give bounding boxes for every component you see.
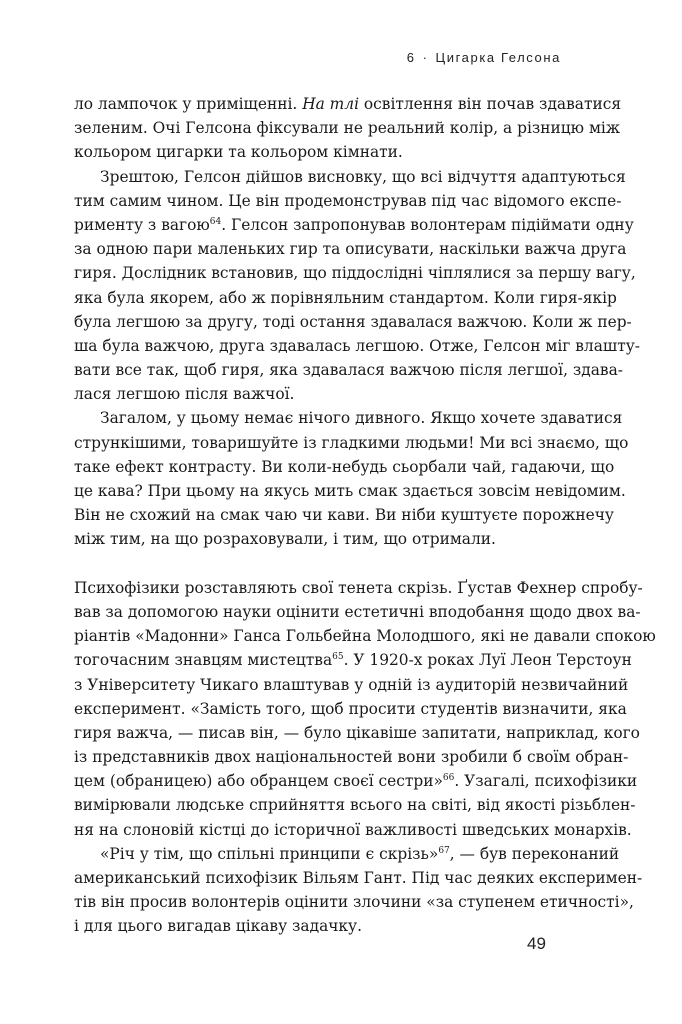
text-line (74, 769, 638, 793)
body-text (74, 92, 656, 939)
text-line (74, 382, 588, 406)
text-run: яка була якорем, або ж порівняльним стандартом. Коли гиря-якір (74, 288, 617, 307)
chapter-number: 6 (406, 50, 416, 65)
text-run: . Гелсон запропонував волонтерам підіймати одну (221, 215, 634, 234)
text-run: вати все так, щоб гиря, яка здавалася важчою після легшої, здава- (74, 361, 623, 380)
header-separator: · (422, 50, 429, 65)
paragraph (74, 406, 629, 551)
section-break (74, 552, 588, 576)
chapter-title: Цигарка Гелсона (435, 50, 561, 65)
text-line (74, 213, 634, 237)
footnote-ref: 64 (209, 216, 222, 227)
text-run: ша була важчою, друга здавалась легшою. Отже, Гелсон міг влашту- (74, 336, 640, 355)
text-run: ло лампочок у приміщенні. (74, 95, 303, 113)
text-line (74, 479, 626, 503)
text-line (74, 503, 614, 527)
text-run: експеримент. «Замість того, щоб просити студентів визначити, яка (74, 699, 627, 718)
text-run: , — був переконаний (449, 844, 620, 863)
italic-text: На тлі (302, 95, 359, 113)
text-line (74, 818, 632, 842)
text-run: за одною пари маленьких гир та описувати, наскільки важча друга (74, 240, 627, 259)
text-run: це кава? При цьому на якусь мить смак здається зовсім невідомим. (74, 482, 626, 500)
text-line (74, 310, 632, 334)
text-run: освітлення він почав здаватися (359, 95, 622, 113)
text-run: Психофізики розставляють свої тенета скрізь. Ґустав Фехнер спробу- (74, 578, 643, 597)
text-run: . Узагалі, психофізики (454, 772, 638, 791)
text-run: ня на слоновій кістці до історичної важливості шведських монархів. (74, 820, 632, 839)
text-run: з Університету Чикаго влаштував у одній із аудиторій незвичайний (74, 675, 629, 694)
text-run: між тим, на що розраховували, і тим, що отримали. (74, 530, 496, 549)
text-line (74, 721, 640, 745)
text-line (74, 165, 626, 189)
text-line (74, 406, 623, 430)
text-line (74, 600, 641, 624)
text-line (74, 189, 622, 213)
text-line (74, 116, 621, 140)
text-line (74, 866, 643, 890)
text-run: кольором цигарки та кольором кімнати. (74, 143, 403, 162)
text-run: ріантів «Мадонни» Ганса Гольбейна Молодшого, які не давали спокою (74, 627, 656, 646)
text-run: тів він просив волонтерів оцінити злочини «за ступенем етичності», (74, 893, 634, 912)
text-line (74, 237, 627, 261)
text-run: із представників двох національностей вони зробили б своїм обран- (74, 748, 629, 767)
text-line (74, 842, 620, 866)
text-line (74, 697, 627, 721)
text-run: американський психофізик Вільям Гант. Під час деяких експеримен- (74, 869, 643, 887)
text-run: цем (обраницею) або обранцем своєї сестри» (74, 772, 443, 791)
text-run: вимірювали людське сприйняття всього на світі, від якості різьблен- (74, 796, 636, 815)
text-line (74, 793, 636, 817)
text-line (74, 527, 588, 551)
footnote-ref: 65 (332, 652, 344, 663)
text-line (74, 334, 640, 358)
footnote-ref: 66 (442, 773, 455, 784)
text-run: гиря. Дослідник встановив, що піддослідні чіплялися за першу вагу, (74, 264, 636, 283)
text-line (74, 914, 588, 938)
text-run: таке ефект контрасту. Ви коли-небудь сьорбали чай, гадаючи, що (74, 457, 615, 476)
text-run: вав за допомогою науки оцінити естетичні вподобання щодо двох ва- (74, 602, 641, 621)
text-run: рименту з вагою (74, 215, 210, 234)
text-line (74, 624, 656, 648)
text-run: лася легшою після важчої. (74, 385, 295, 404)
paragraph (74, 576, 656, 842)
text-line (74, 261, 636, 285)
text-run: гиря важча, — писав він, — було цікавіше запитати, наприклад, кого (74, 723, 640, 742)
text-run: Зрештою, Гелсон дійшов висновку, що всі відчуття адаптуються (100, 167, 626, 186)
text-run: Загалом, у цьому немає нічого дивного. Якщо хочете здаватися (100, 409, 623, 428)
text-line (74, 358, 623, 382)
text-line (74, 648, 632, 672)
text-run: тим самим чином. Це він продемонстрував під час відомого експе- (74, 191, 622, 210)
paragraph (74, 92, 622, 165)
text-line (74, 576, 643, 600)
text-run: Він не схожий на смак чаю чи кави. Ви ніби куштуєте порожнечу (74, 506, 614, 525)
text-line (74, 92, 622, 116)
paragraph (74, 842, 643, 939)
running-header (407, 50, 561, 65)
text-run: зеленим. Очі Гелсона фіксували не реальний колір, а різницю між (74, 119, 621, 138)
text-line (74, 890, 634, 914)
text-run: була легшою за другу, тоді остання здавалася важчою. Коли ж пер- (74, 312, 632, 331)
text-line (74, 673, 629, 697)
text-run: стрункішими, товаришуйте із гладкими людьми! Ми всі знаємо, що (74, 433, 629, 452)
paragraph (74, 165, 640, 407)
text-line (74, 455, 615, 479)
text-run: . У 1920-х роках Луї Леон Терстоун (343, 651, 632, 670)
text-line (74, 745, 629, 769)
text-run: і для цього вигадав цікаву задачку. (74, 917, 362, 936)
footnote-ref: 67 (438, 845, 450, 856)
page-number: 49 (527, 934, 546, 953)
text-line (74, 140, 588, 164)
text-line (74, 286, 617, 310)
text-run: тогочасним знавцям мистецтва (74, 651, 333, 670)
text-line (74, 431, 629, 455)
text-run: «Річ у тім, що спільні принципи є скрізь» (100, 844, 439, 863)
